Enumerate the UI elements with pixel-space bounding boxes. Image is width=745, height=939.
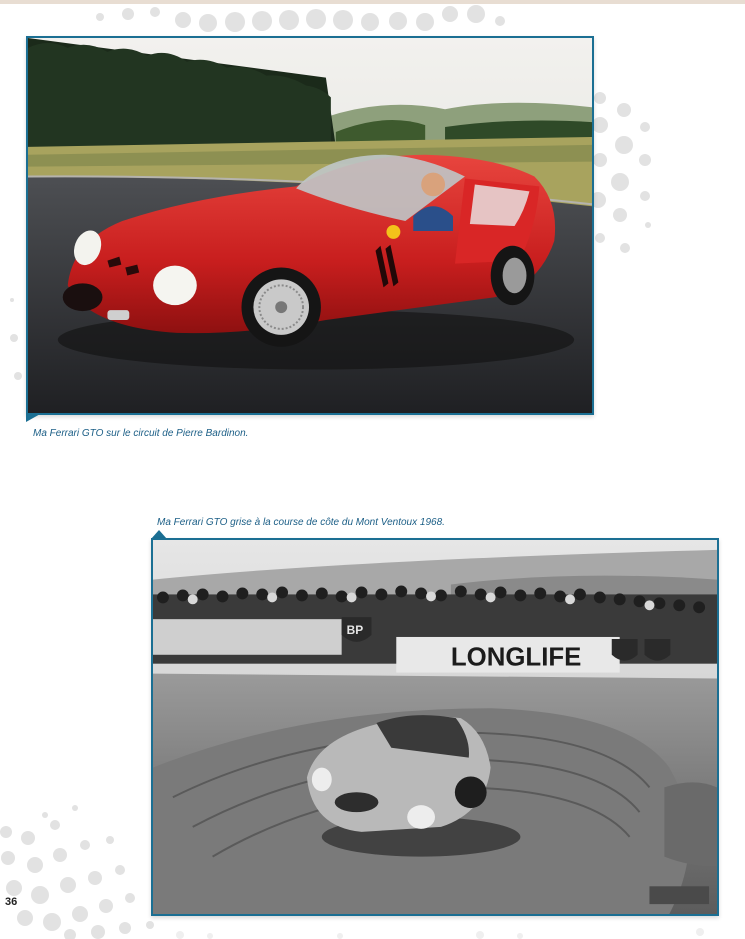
photo2-caption: Ma Ferrari GTO grise à la course de côte du Mont Ventoux 1968. [157,517,445,528]
bp-sign: BP [346,623,364,637]
photo1-caption: Ma Ferrari GTO sur le circuit de Pierre Bardinon. [33,428,249,439]
grey-ferrari-illustration [153,540,717,914]
photo-red-ferrari-gto [26,36,594,415]
photo-grey-ferrari-gto-mont-ventoux [151,538,719,916]
caption-pointer [26,413,42,423]
red-ferrari-illustration [28,38,592,413]
page-number: 36 [5,896,18,908]
banner-longlife: LONGLIFE [450,643,582,672]
